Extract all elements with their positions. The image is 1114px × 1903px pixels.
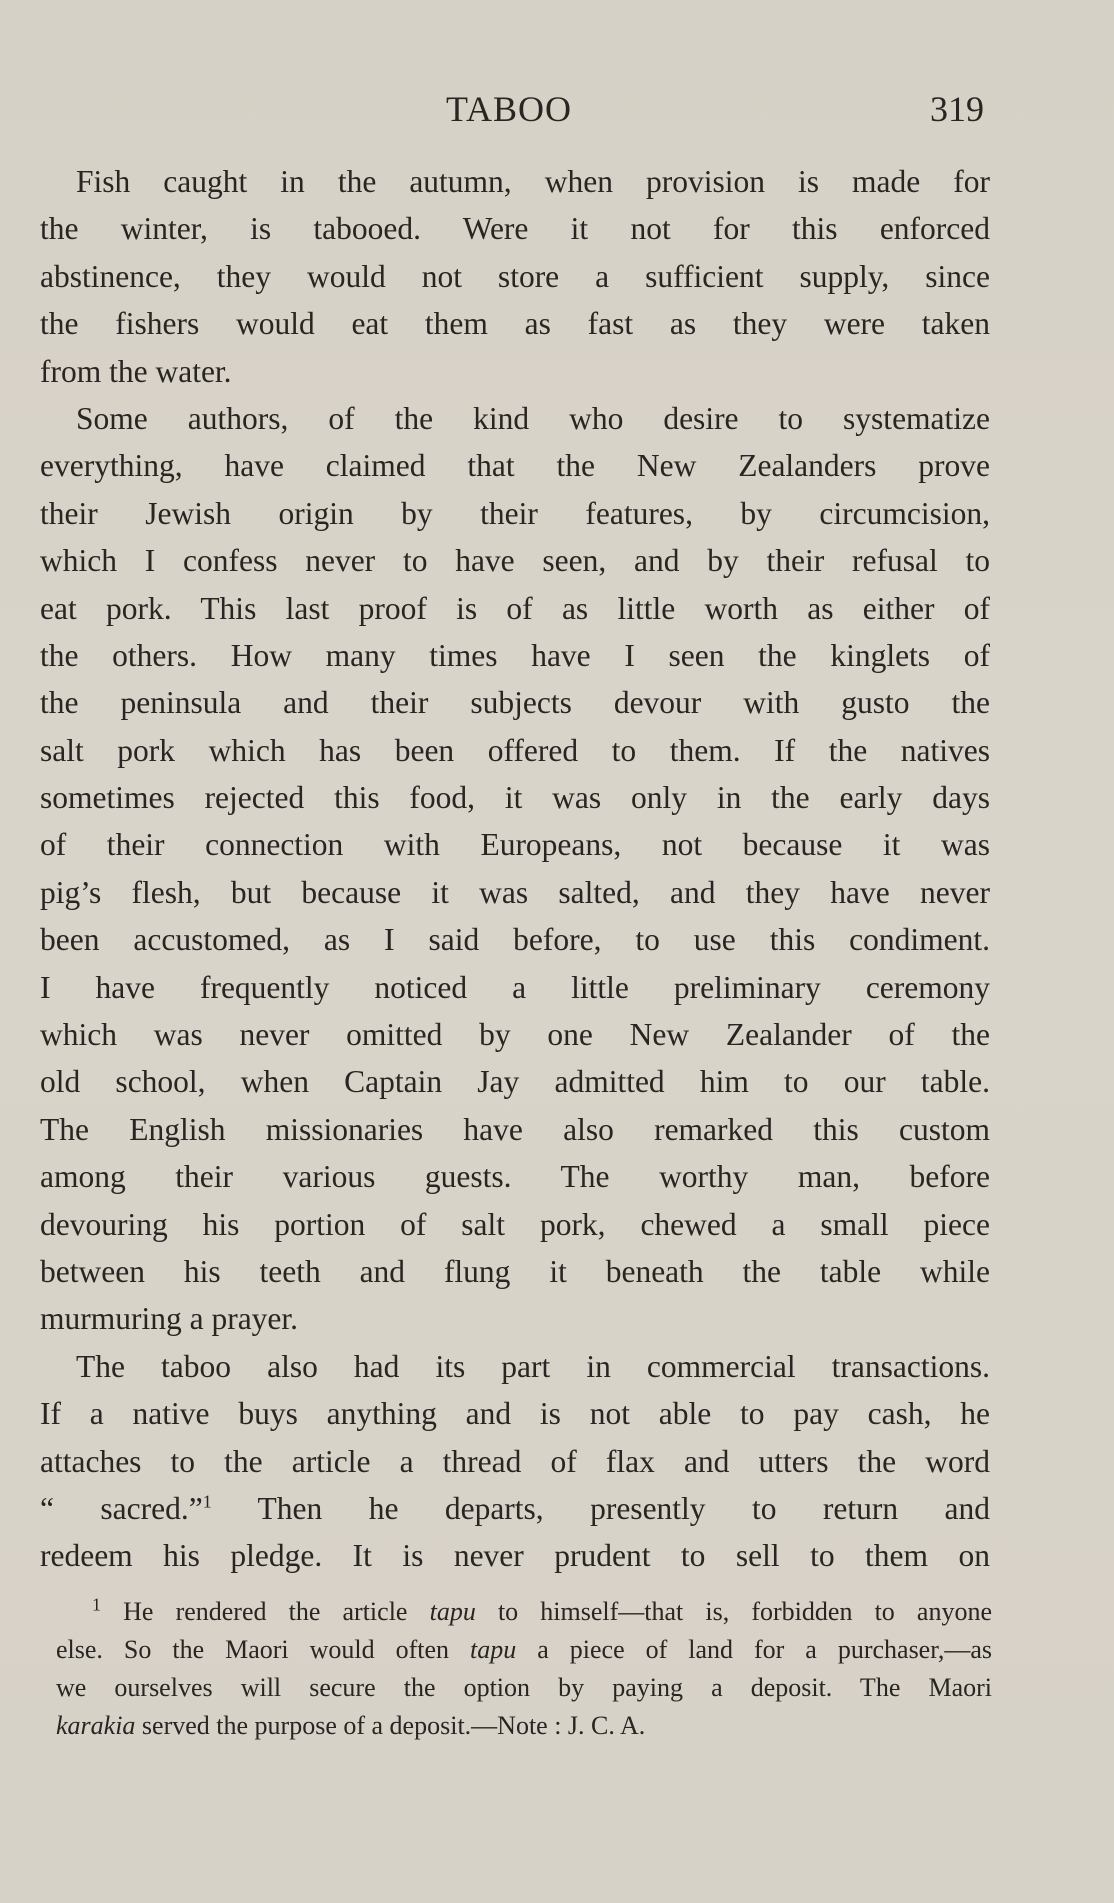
footnote-segment: else. So the Maori would often bbox=[56, 1635, 471, 1664]
text-line: The English missionaries have also remarked this custom bbox=[40, 1111, 990, 1147]
text-line: If a native buys anything and is not able to pay cash, he bbox=[40, 1396, 990, 1432]
footnote-number: 1 bbox=[92, 1594, 101, 1615]
body-text bbox=[40, 158, 990, 1580]
text-line: salt pork which has been offered to them. If the natives bbox=[40, 732, 990, 768]
text-line: eat pork. This last proof is of as little worth as either of bbox=[40, 590, 990, 626]
text-line: which was never omitted by one New Zealander of the bbox=[40, 1017, 990, 1053]
text-line: the fishers would eat them as fast as they were taken bbox=[40, 306, 990, 342]
footnote-line: we ourselves will secure the option by paying a deposit. The Maori bbox=[56, 1673, 992, 1702]
footnote-segment: He rendered the article bbox=[101, 1597, 430, 1626]
text-segment: “ sacred.” bbox=[40, 1490, 203, 1526]
text-segment: Then he departs, presently to return and bbox=[211, 1490, 990, 1526]
running-head: TABOO bbox=[445, 89, 573, 129]
text-line: sometimes rejected this food, it was only in the early days bbox=[40, 780, 990, 816]
italic-term: tapu bbox=[470, 1635, 517, 1664]
italic-term: tapu bbox=[429, 1597, 476, 1626]
text-line: of their connection with Europeans, not because it was bbox=[40, 827, 990, 863]
text-line: devouring his portion of salt pork, chewed a small piece bbox=[40, 1206, 990, 1242]
italic-term: karakia bbox=[56, 1711, 136, 1740]
text-line: redeem his pledge. It is never prudent to sell to them on bbox=[40, 1538, 990, 1574]
text-line: been accustomed, as I said before, to use this condiment. bbox=[40, 922, 990, 958]
text-line-with-footnote-mark bbox=[40, 1485, 990, 1532]
footnote-line bbox=[56, 1631, 992, 1669]
text-line: from the water. bbox=[40, 353, 232, 389]
page-number: 319 bbox=[930, 89, 984, 129]
text-line: the peninsula and their subjects devour with gusto the bbox=[40, 685, 990, 721]
page-header bbox=[34, 88, 984, 136]
text-line: attaches to the article a thread of flax and utters the word bbox=[40, 1443, 990, 1479]
text-line: Fish caught in the autumn, when provision is made for bbox=[76, 164, 990, 199]
text-line: Some authors, of the kind who desire to systematize bbox=[76, 400, 990, 436]
text-line: murmuring a prayer. bbox=[40, 1301, 299, 1337]
text-line: pig’s flesh, but because it was salted, and they have never bbox=[40, 874, 990, 910]
text-line: among their various guests. The worthy man, before bbox=[40, 1159, 990, 1195]
footnote-segment: served the purpose of a deposit.—Note : J. C. A. bbox=[135, 1711, 646, 1740]
text-line: everything, have claimed that the New Zealanders prove bbox=[40, 448, 990, 484]
footnote-line bbox=[56, 1707, 992, 1745]
text-line: their Jewish origin by their features, by circumcision, bbox=[40, 495, 990, 531]
text-line: I have frequently noticed a little preliminary ceremony bbox=[40, 969, 990, 1005]
text-line: The taboo also had its part in commercial transactions. bbox=[76, 1348, 990, 1384]
text-line: the others. How many times have I seen the kinglets of bbox=[40, 637, 990, 673]
footnotes bbox=[56, 1593, 992, 1745]
text-line: old school, when Captain Jay admitted him to our table. bbox=[40, 1064, 990, 1100]
text-line: between his teeth and flung it beneath the table while bbox=[40, 1253, 990, 1289]
footnote-reference: 1 bbox=[202, 1491, 212, 1512]
text-line: which I confess never to have seen, and by their refusal to bbox=[40, 543, 990, 579]
footnote-line bbox=[56, 1593, 992, 1631]
text-line: the winter, is tabooed. Were it not for this enforced bbox=[40, 211, 990, 247]
footnote-segment: a piece of land for a purchaser,—as bbox=[516, 1635, 992, 1664]
footnote-segment: to himself—that is, forbidden to anyone bbox=[475, 1597, 992, 1626]
text-line: abstinence, they would not store a sufficient supply, since bbox=[40, 258, 990, 294]
